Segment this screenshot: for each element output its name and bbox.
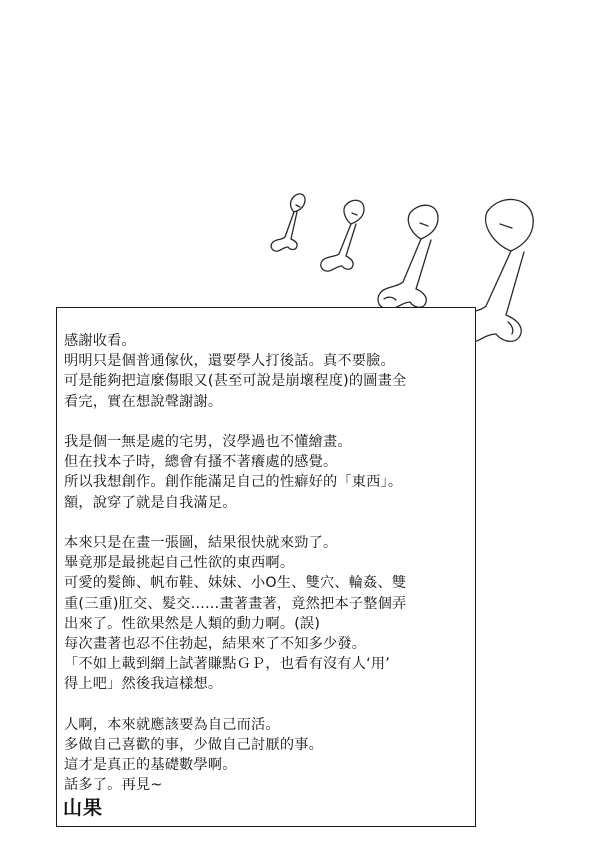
text-line: 重(三重)肛交、髮交……畫著畫著，竟然把本子整個弄 (64, 595, 407, 612)
paragraph-3 (64, 533, 474, 695)
text-line: 但在找本子時，總會有搔不著癢處的感覺。 (64, 454, 338, 471)
text-line: 感謝收看。 (64, 333, 136, 349)
text-line: 畢竟那是最挑起自己性欲的東西啊。 (64, 555, 295, 572)
text-line: 人啊，本來就應該要為自己而活。 (64, 716, 280, 733)
doodle-figure-1 (271, 194, 305, 251)
text-line: 可愛的髮飾、帆布鞋、妹妹、小O生、雙穴、輪姦、雙 (64, 575, 407, 592)
text-line: 「不如上載到網上試著賺點ＧＰ，也看有沒有人‘用’ (64, 656, 390, 673)
text-line: 我是個一無是處的宅男，沒學過也不懂繪畫。 (64, 434, 352, 450)
text-line: 得上吧」然後我這樣想。 (64, 676, 223, 693)
text-line: 額，說穿了就是自我滿足。 (64, 494, 237, 511)
paragraph-4 (64, 715, 474, 796)
text-line: 這才是真正的基礎數學啊。 (64, 757, 237, 774)
text-line: 話多了。再見~ (64, 777, 163, 794)
text-line: 所以我想創作。創作能滿足自己的性癖好的「東西」。 (64, 474, 403, 491)
doodle-figure-2 (321, 200, 364, 271)
afterword-text (64, 331, 474, 796)
paragraph-2 (64, 432, 474, 513)
doodle-figure-3 (378, 205, 438, 309)
paragraph-1 (64, 331, 474, 412)
author-signature: 山果 (63, 797, 104, 819)
text-line: 本來只是在畫一張圖，結果很快就來勁了。 (64, 535, 338, 551)
text-line: 多做自己喜歡的事，少做自己討厭的事。 (64, 737, 323, 754)
text-line: 看完，實在想說聲謝謝。 (64, 393, 223, 410)
text-line: 每次畫著也忍不住勃起，結果來了不知多少發。 (64, 636, 367, 653)
text-line: 可是能夠把這麼傷眼又(甚至可說是崩壞程度)的圖畫全 (64, 373, 407, 390)
text-line: 明明只是個普通傢伙，還要學人打後話。真不要臉。 (64, 353, 395, 370)
text-line: 出來了。性欲果然是人類的動力啊。(誤) (64, 615, 321, 632)
